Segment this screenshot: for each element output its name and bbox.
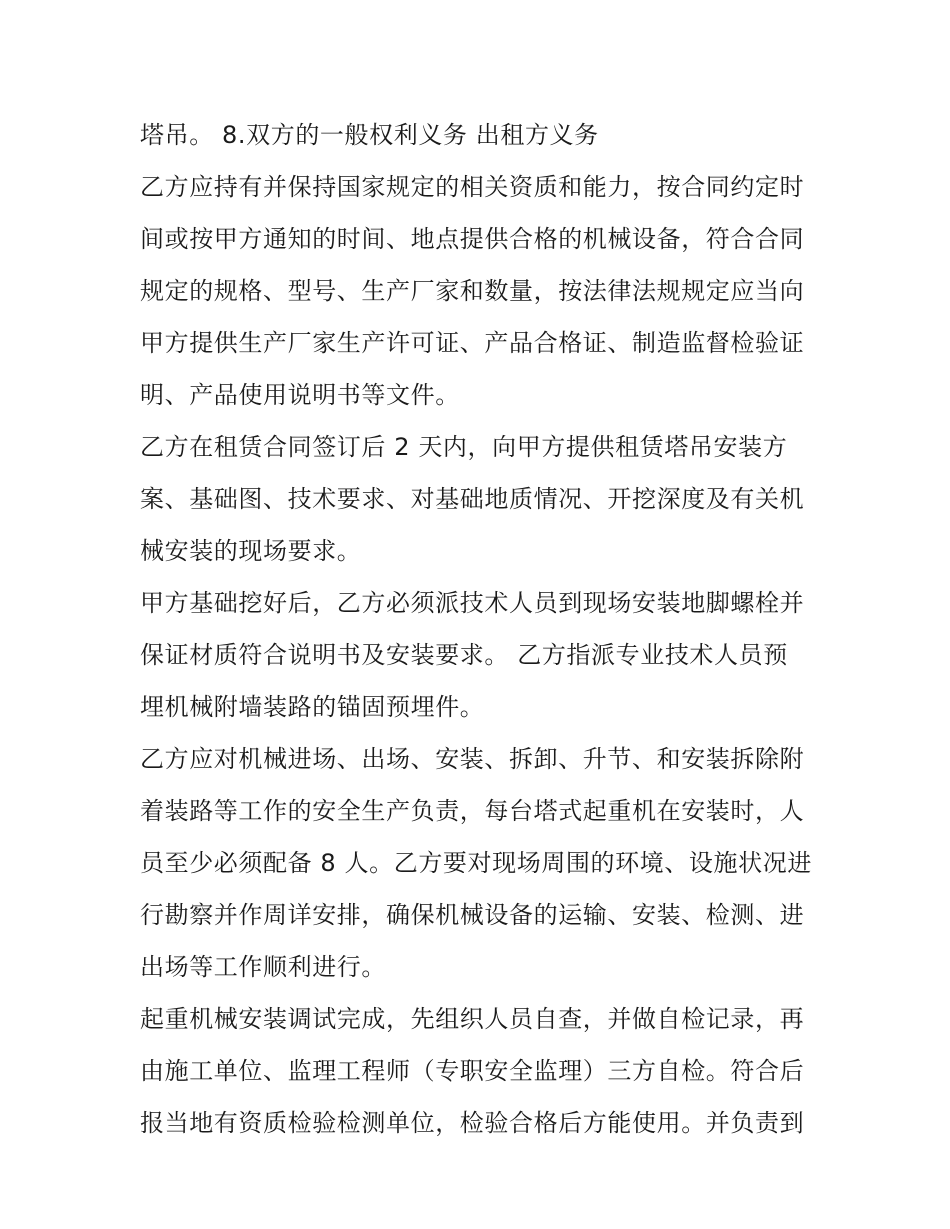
text-line: 乙方应对机械进场、出场、安装、拆卸、升节、和安装拆除附: [140, 745, 805, 773]
text-line: 埋机械附墙装路的锚固预埋件。: [140, 693, 485, 721]
text-line: 起重机械安装调试完成，先组织人员自查，并做自检记录，再: [140, 1005, 805, 1033]
text-line: 乙方在租赁合同签订后 2 天内，向甲方提供租赁塔吊安装方: [140, 433, 788, 461]
text-line: 塔吊。 8.双方的一般权利义务 出租方义务: [140, 121, 599, 149]
text-line: 明、产品使用说明书等文件。: [140, 381, 460, 409]
paragraph-safety-responsibility: [140, 733, 820, 993]
text-line: 甲方提供生产厂家生产许可证、产品合格证、制造监督检验证: [140, 329, 805, 357]
text-line: 械安装的现场要求。: [140, 537, 362, 565]
text-line: 甲方基础挖好后，乙方必须派技术人员到现场安装地脚螺栓并: [140, 589, 805, 617]
text-line: 间或按甲方通知的时间、地点提供合格的机械设备，符合合同: [140, 225, 805, 253]
text-line: 着装路等工作的安全生产负责，每台塔式起重机在安装时，人: [140, 797, 805, 825]
text-line: 出场等工作顺利进行。: [140, 953, 386, 981]
text-line: 乙方应持有并保持国家规定的相关资质和能力，按合同约定时: [140, 173, 805, 201]
text-line: 行勘察并作周详安排，确保机械设备的运输、安装、检测、进: [140, 901, 805, 929]
paragraph-lessor-qualification: [140, 161, 820, 421]
text-line: 案、基础图、技术要求、对基础地质情况、开挖深度及有关机: [140, 485, 805, 513]
paragraph-inspection: [140, 993, 820, 1149]
text-line: 员至少必须配备 8 人。乙方要对现场周围的环境、设施状况进: [140, 849, 812, 877]
text-line: 保证材质符合说明书及安装要求。 乙方指派专业技术人员预: [140, 641, 788, 669]
document-body: [140, 109, 820, 1149]
paragraph-foundation-bolts: [140, 577, 820, 733]
text-line: 报当地有资质检验检测单位，检验合格后方能使用。并负责到: [140, 1109, 805, 1137]
text-line: 由施工单位、监理工程师（专职安全监理）三方自检。符合后: [140, 1057, 805, 1085]
paragraph-heading: [140, 109, 820, 161]
text-line: 规定的规格、型号、生产厂家和数量，按法律法规规定应当向: [140, 277, 805, 305]
paragraph-installation-plan: [140, 421, 820, 577]
